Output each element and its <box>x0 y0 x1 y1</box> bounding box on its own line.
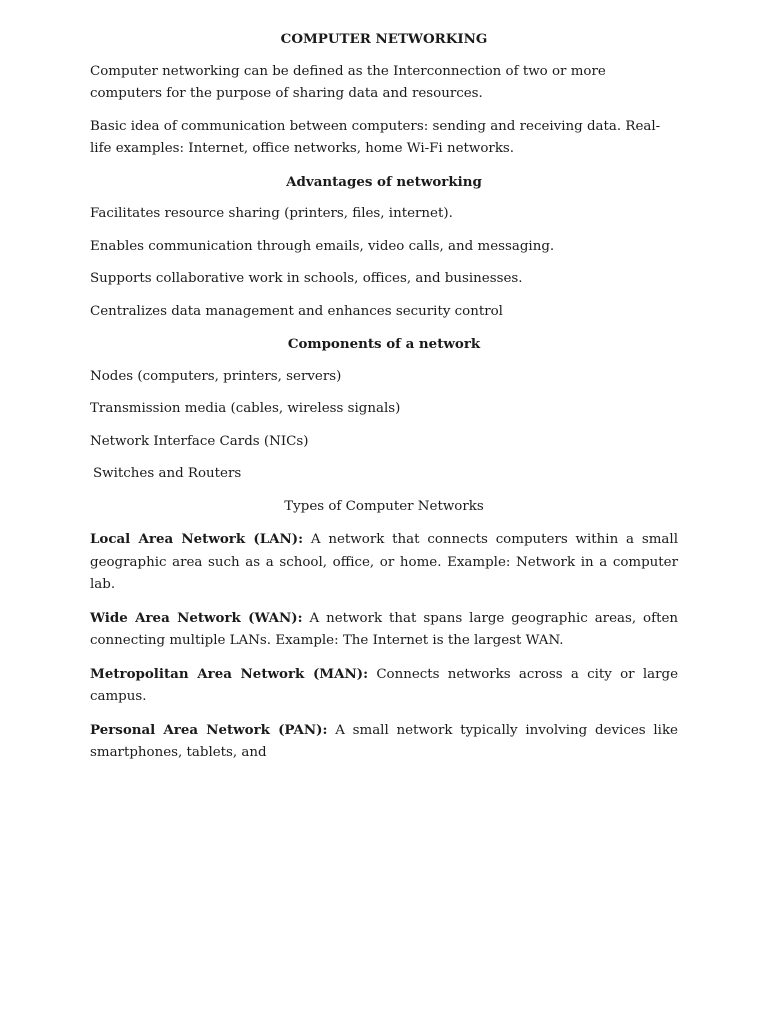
advantage-item-communication: Enables communication through emails, video calls, and messaging. <box>90 238 555 254</box>
component-item-nodes: Nodes (computers, printers, servers) <box>90 368 342 384</box>
network-type-lan-text: A network that connects computers within a small geographic area such as a school, office, or home. Example: Network in a computer lab. <box>90 532 678 592</box>
intro-paragraph-definition: Computer networking can be defined as the Interconnection of two or more computers for the purpose of sharing data and resources. <box>90 63 606 101</box>
document-page <box>90 28 678 775</box>
component-item-switches-routers: Switches and Routers <box>93 466 242 481</box>
network-type-pan-text: A small network typically involving devices like smartphones, tablets, and <box>90 722 678 760</box>
network-type-man-term: Metropolitan Area Network (MAN): <box>90 665 369 682</box>
types-heading: Types of Computer Networks <box>284 498 484 514</box>
network-type-pan <box>90 719 678 765</box>
network-type-wan-term: Wide Area Network (WAN): <box>90 609 303 626</box>
network-type-man <box>90 663 678 709</box>
network-type-wan-text: A network that spans large geographic areas, often connecting multiple LANs. Example: The Internet is the largest WAN. <box>90 610 678 648</box>
components-heading: Components of a network <box>287 336 481 352</box>
component-item-transmission-media: Transmission media (cables, wireless signals) <box>90 401 401 416</box>
document-title: COMPUTER NETWORKING <box>280 31 488 47</box>
intro-paragraph-basic-idea: Basic idea of communication between computers: sending and receiving data. Real-life examples: Internet, office networks, home Wi-Fi networks. <box>90 118 661 156</box>
network-type-man-text: Connects networks across a city or large campus. <box>90 666 678 704</box>
advantage-item-resource-sharing: Facilitates resource sharing (printers, files, internet). <box>90 206 453 221</box>
component-item-nics: Network Interface Cards (NICs) <box>90 433 309 449</box>
advantage-item-collaboration: Supports collaborative work in schools, offices, and businesses. <box>90 271 523 286</box>
network-type-wan <box>90 607 678 653</box>
network-type-lan-term: Local Area Network (LAN): <box>90 531 304 547</box>
advantage-item-data-management: Centralizes data management and enhances security control <box>90 303 503 319</box>
network-type-lan <box>90 528 678 597</box>
network-type-pan-term: Personal Area Network (PAN): <box>90 721 328 738</box>
advantages-heading: Advantages of networking <box>286 173 482 190</box>
